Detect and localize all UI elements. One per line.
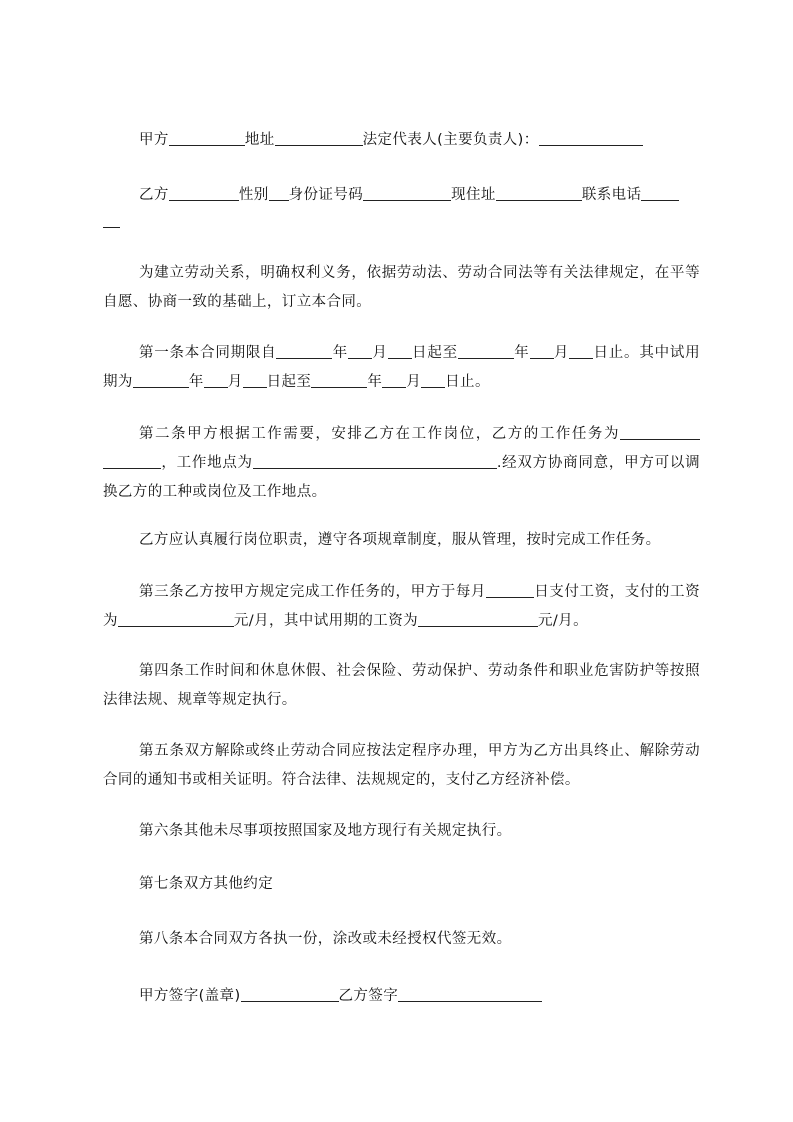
art3-text4: 元/月。 <box>538 613 588 629</box>
art2-text1: 第二条甲方根据工作需要，安排乙方在工作岗位，乙方的工作任务为 <box>139 426 620 442</box>
year-label: 年 <box>188 374 204 390</box>
phone-blank-2[interactable] <box>103 213 120 228</box>
article-2 <box>103 420 700 507</box>
address-blank[interactable] <box>275 131 363 146</box>
id-blank[interactable] <box>363 186 451 201</box>
start-month-blank[interactable] <box>348 344 372 359</box>
duty-paragraph: 乙方应认真履行岗位职责，遵守各项规章制度，服从管理，按时完成工作任务。 <box>139 532 661 548</box>
pay-day-blank[interactable] <box>486 583 534 598</box>
party-a-label: 甲方 <box>139 132 169 148</box>
party-a-signature-label: 甲方签字(盖章) <box>139 988 241 1004</box>
month-label: 月 <box>227 374 243 390</box>
month-label: 月 <box>406 374 422 390</box>
trial-end-year-blank[interactable] <box>311 373 367 388</box>
art2-text2: ，工作地点为 <box>161 455 253 471</box>
party-a-signature-blank[interactable] <box>241 987 339 1002</box>
trial-salary-blank[interactable] <box>418 612 538 627</box>
legal-rep-blank[interactable] <box>539 131 643 146</box>
art3-text3: 元/月，其中试用期的工资为 <box>233 613 418 629</box>
trial-start-year-blank[interactable] <box>133 373 189 388</box>
party-b-signature-label: 乙方签字 <box>338 988 399 1004</box>
intro-paragraph: 为建立劳动关系，明确权利义务，依据劳动法、劳动合同法等有关法律规定，在平等自愿、协商一致的基础上，订立本合同。 <box>103 265 700 310</box>
residence-blank[interactable] <box>496 186 582 201</box>
trial-end-day-blank[interactable] <box>421 373 445 388</box>
legal-rep-label: 法定代表人(主要负责人)： <box>362 132 539 148</box>
trial-label: 其中试用期为 <box>103 345 701 390</box>
location-blank[interactable] <box>253 454 497 469</box>
phone-blank-cont <box>103 208 700 237</box>
party-b-line <box>103 181 700 210</box>
task-blank[interactable] <box>620 425 700 440</box>
party-b-label: 乙方 <box>139 187 169 203</box>
id-label: 身份证号码 <box>288 187 364 203</box>
party-b-signature-blank[interactable] <box>398 987 542 1002</box>
article-3 <box>103 578 700 636</box>
art2-text3: .经双方协商同意，甲方可以调换乙方的工种或岗位及工作地点。 <box>103 455 700 500</box>
art1-prefix: 第一条本合同期限自 <box>139 345 277 361</box>
article-6: 第六条其他未尽事项按照国家及地方现行有关规定执行。 <box>139 823 512 839</box>
phone-blank[interactable] <box>641 186 679 201</box>
end-day-blank[interactable] <box>569 344 593 359</box>
year-label: 年 <box>367 374 383 390</box>
article-4: 第四条工作时间和休息休假、社会保险、劳动保护、劳动条件和职业危害防护等按照法律法规、规章等规定执行。 <box>103 663 700 708</box>
gender-blank[interactable] <box>269 186 289 201</box>
month-label: 月 <box>553 345 570 361</box>
trial-end-month-blank[interactable] <box>382 373 406 388</box>
trial-start-day-blank[interactable] <box>243 373 267 388</box>
party-b-blank[interactable] <box>169 186 239 201</box>
art3-text1: 第三条乙方按甲方规定完成工作任务的，甲方于每月 <box>139 584 487 600</box>
year-label: 年 <box>513 345 530 361</box>
address-label: 地址 <box>244 132 275 148</box>
end-month-blank[interactable] <box>530 344 554 359</box>
party-a-blank[interactable] <box>169 131 245 146</box>
start-year-blank[interactable] <box>276 344 332 359</box>
day-from-label: 日起至 <box>266 374 312 390</box>
article-5: 第五条双方解除或终止劳动合同应按法定程序办理，甲方为乙方出具终止、解除劳动合同的通知书或相关证明。符合法律、法规规定的，支付乙方经济补偿。 <box>103 743 700 788</box>
residence-label: 现住址 <box>451 187 496 203</box>
article-8: 第八条本合同双方各执一份，涂改或未经授权代签无效。 <box>139 931 512 947</box>
day-end-label: 日止。 <box>593 345 640 361</box>
art3-text2: 日支付工资，支付的工资为 <box>103 584 700 629</box>
start-day-blank[interactable] <box>388 344 412 359</box>
day-end-label: 日止。 <box>445 374 490 390</box>
phone-label: 联系电话 <box>581 187 642 203</box>
end-year-blank[interactable] <box>458 344 514 359</box>
month-label: 月 <box>372 345 388 361</box>
task-blank-2[interactable] <box>103 454 161 469</box>
gender-label: 性别 <box>238 187 269 203</box>
year-label: 年 <box>332 345 349 361</box>
day-from-label: 日起至 <box>411 345 458 361</box>
trial-start-month-blank[interactable] <box>204 373 228 388</box>
article-1 <box>103 339 700 397</box>
article-7: 第七条双方其他约定 <box>139 876 274 892</box>
party-a-line <box>103 126 700 155</box>
signature-line <box>103 982 700 1011</box>
salary-blank[interactable] <box>118 612 234 627</box>
